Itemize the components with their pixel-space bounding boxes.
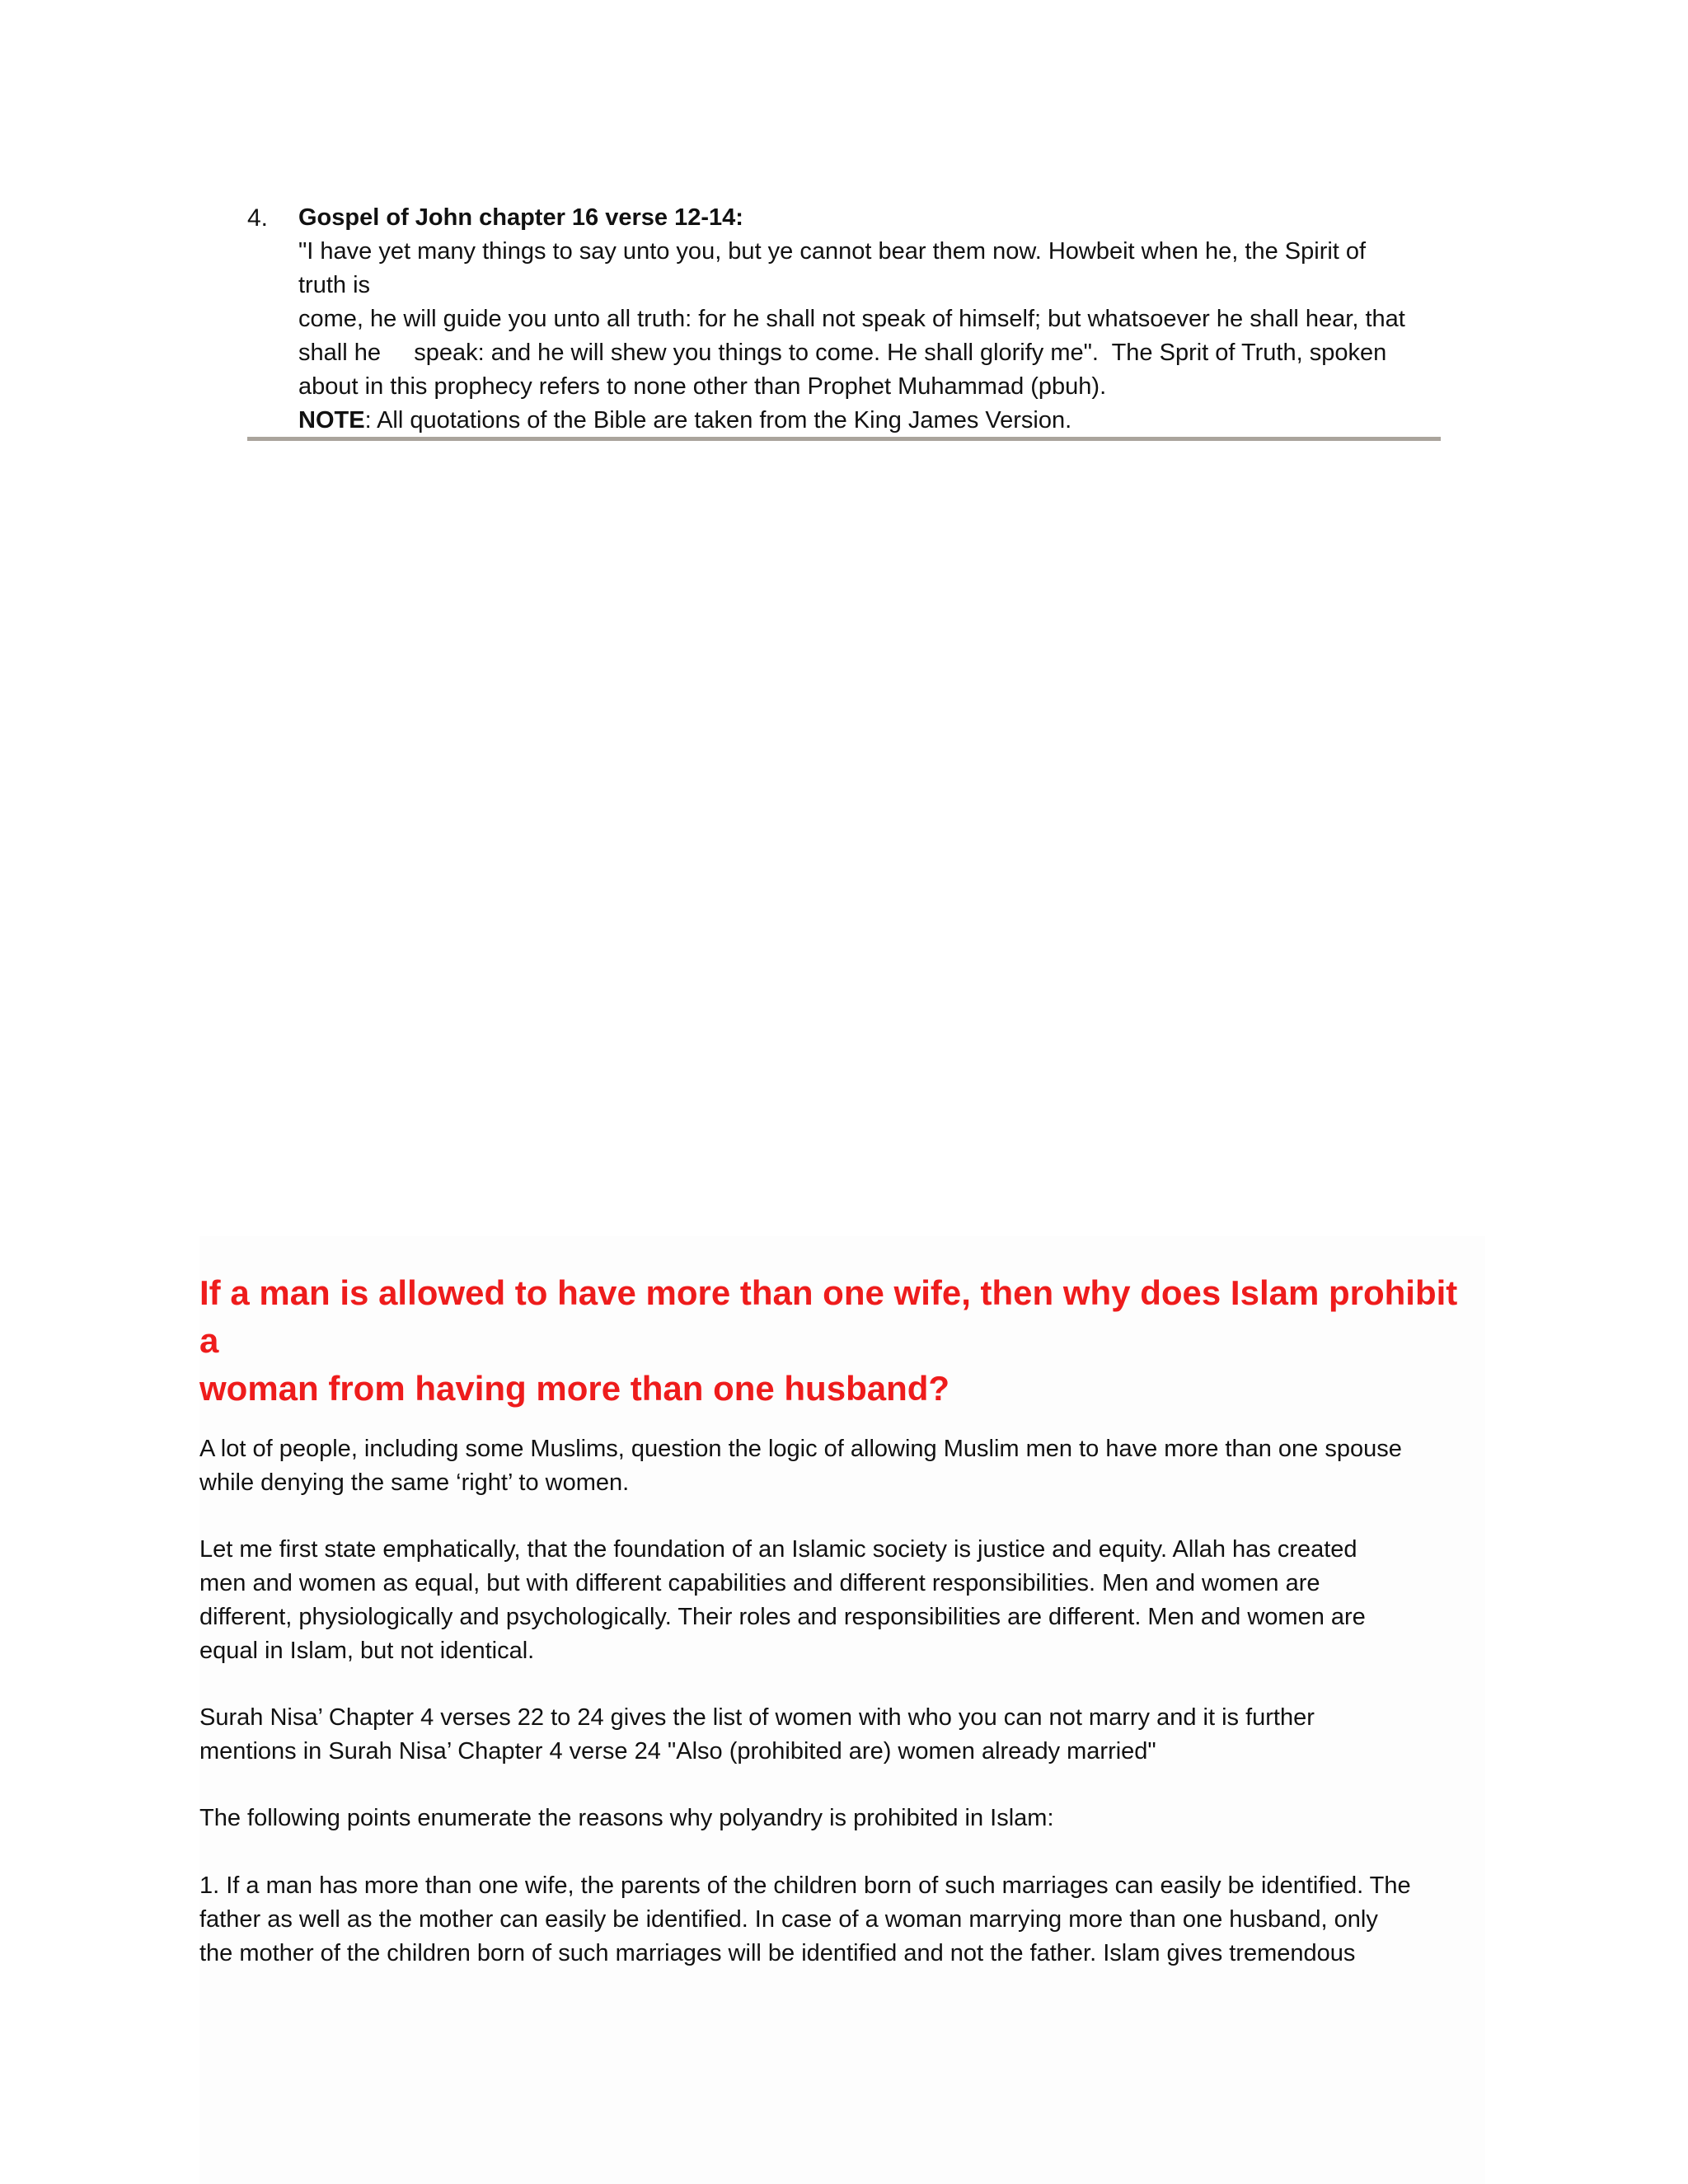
paragraph-surah-nisa [199,1701,1502,1769]
paragraph-line: different, physiologically and psychologically. Their roles and responsibilities are different. Men and women are [199,1604,1366,1630]
paragraph-line: A lot of people, including some Muslims, question the logic of allowing Muslim men to have more than one spouse [199,1436,1402,1462]
paragraph-intro [199,1432,1502,1500]
paragraph-line: 1. If a man has more than one wife, the parents of the children born of such marriages can easily be identified. The [199,1872,1411,1899]
paragraph-line: mentions in Surah Nisa’ Chapter 4 verse 24 "Also (prohibited are) women already married" [199,1738,1156,1765]
horizontal-rule [247,437,1441,441]
quote-line: about in this prophecy refers to none other than Prophet Muhammad (pbuh). [298,373,1107,400]
quote-line: "I have yet many things to say unto you, but ye cannot bear them now. Howbeit when he, the Spirit of [298,238,1367,265]
paragraph-line: equal in Islam, but not identical. [199,1638,535,1664]
list-number: 4. [247,204,269,232]
paragraph-line: while denying the same ‘right’ to women. [199,1469,630,1496]
quote-line: come, he will guide you unto all truth: for he shall not speak of himself; but whatsoever he shall hear, that [298,306,1405,332]
paragraph-line: Let me first state emphatically, that the foundation of an Islamic society is justice and equity. Allah has created [199,1536,1357,1563]
section-heading [199,1269,1485,1413]
paragraph-line: father as well as the mother can easily be identified. In case of a woman marrying more than one husband, only [199,1906,1378,1933]
quote-line: shall he speak: and he will shew you things to come. He shall glorify me". The Sprit of Truth, spoken [298,340,1387,366]
paragraph-line: men and women as equal, but with different capabilities and different responsibilities. Men and women are [199,1570,1320,1596]
paragraph-equity [199,1533,1502,1668]
list-item-body [298,201,1502,438]
paragraph-line: The following points enumerate the reasons why polyandry is prohibited in Islam: [199,1805,1054,1831]
paragraph-line: Surah Nisa’ Chapter 4 verses 22 to 24 gives the list of women with who you can not marry and it is further [199,1704,1315,1731]
note-label: NOTE [298,407,365,434]
paragraph-point-1 [199,1869,1502,1971]
list-item-title: Gospel of John chapter 16 verse 12-14: [298,204,743,231]
heading-line: If a man is allowed to have more than one wife, then why does Islam prohibit a [199,1273,1458,1360]
paragraph-line: the mother of the children born of such marriages will be identified and not the father. Islam gives tremendous [199,1940,1356,1966]
note-line [298,404,1502,438]
heading-line: woman from having more than one husband? [199,1369,950,1408]
note-text: : All quotations of the Bible are taken from the King James Version. [364,407,1072,434]
paragraph-points-intro [199,1802,1502,1835]
quote-line: truth is [298,272,371,298]
